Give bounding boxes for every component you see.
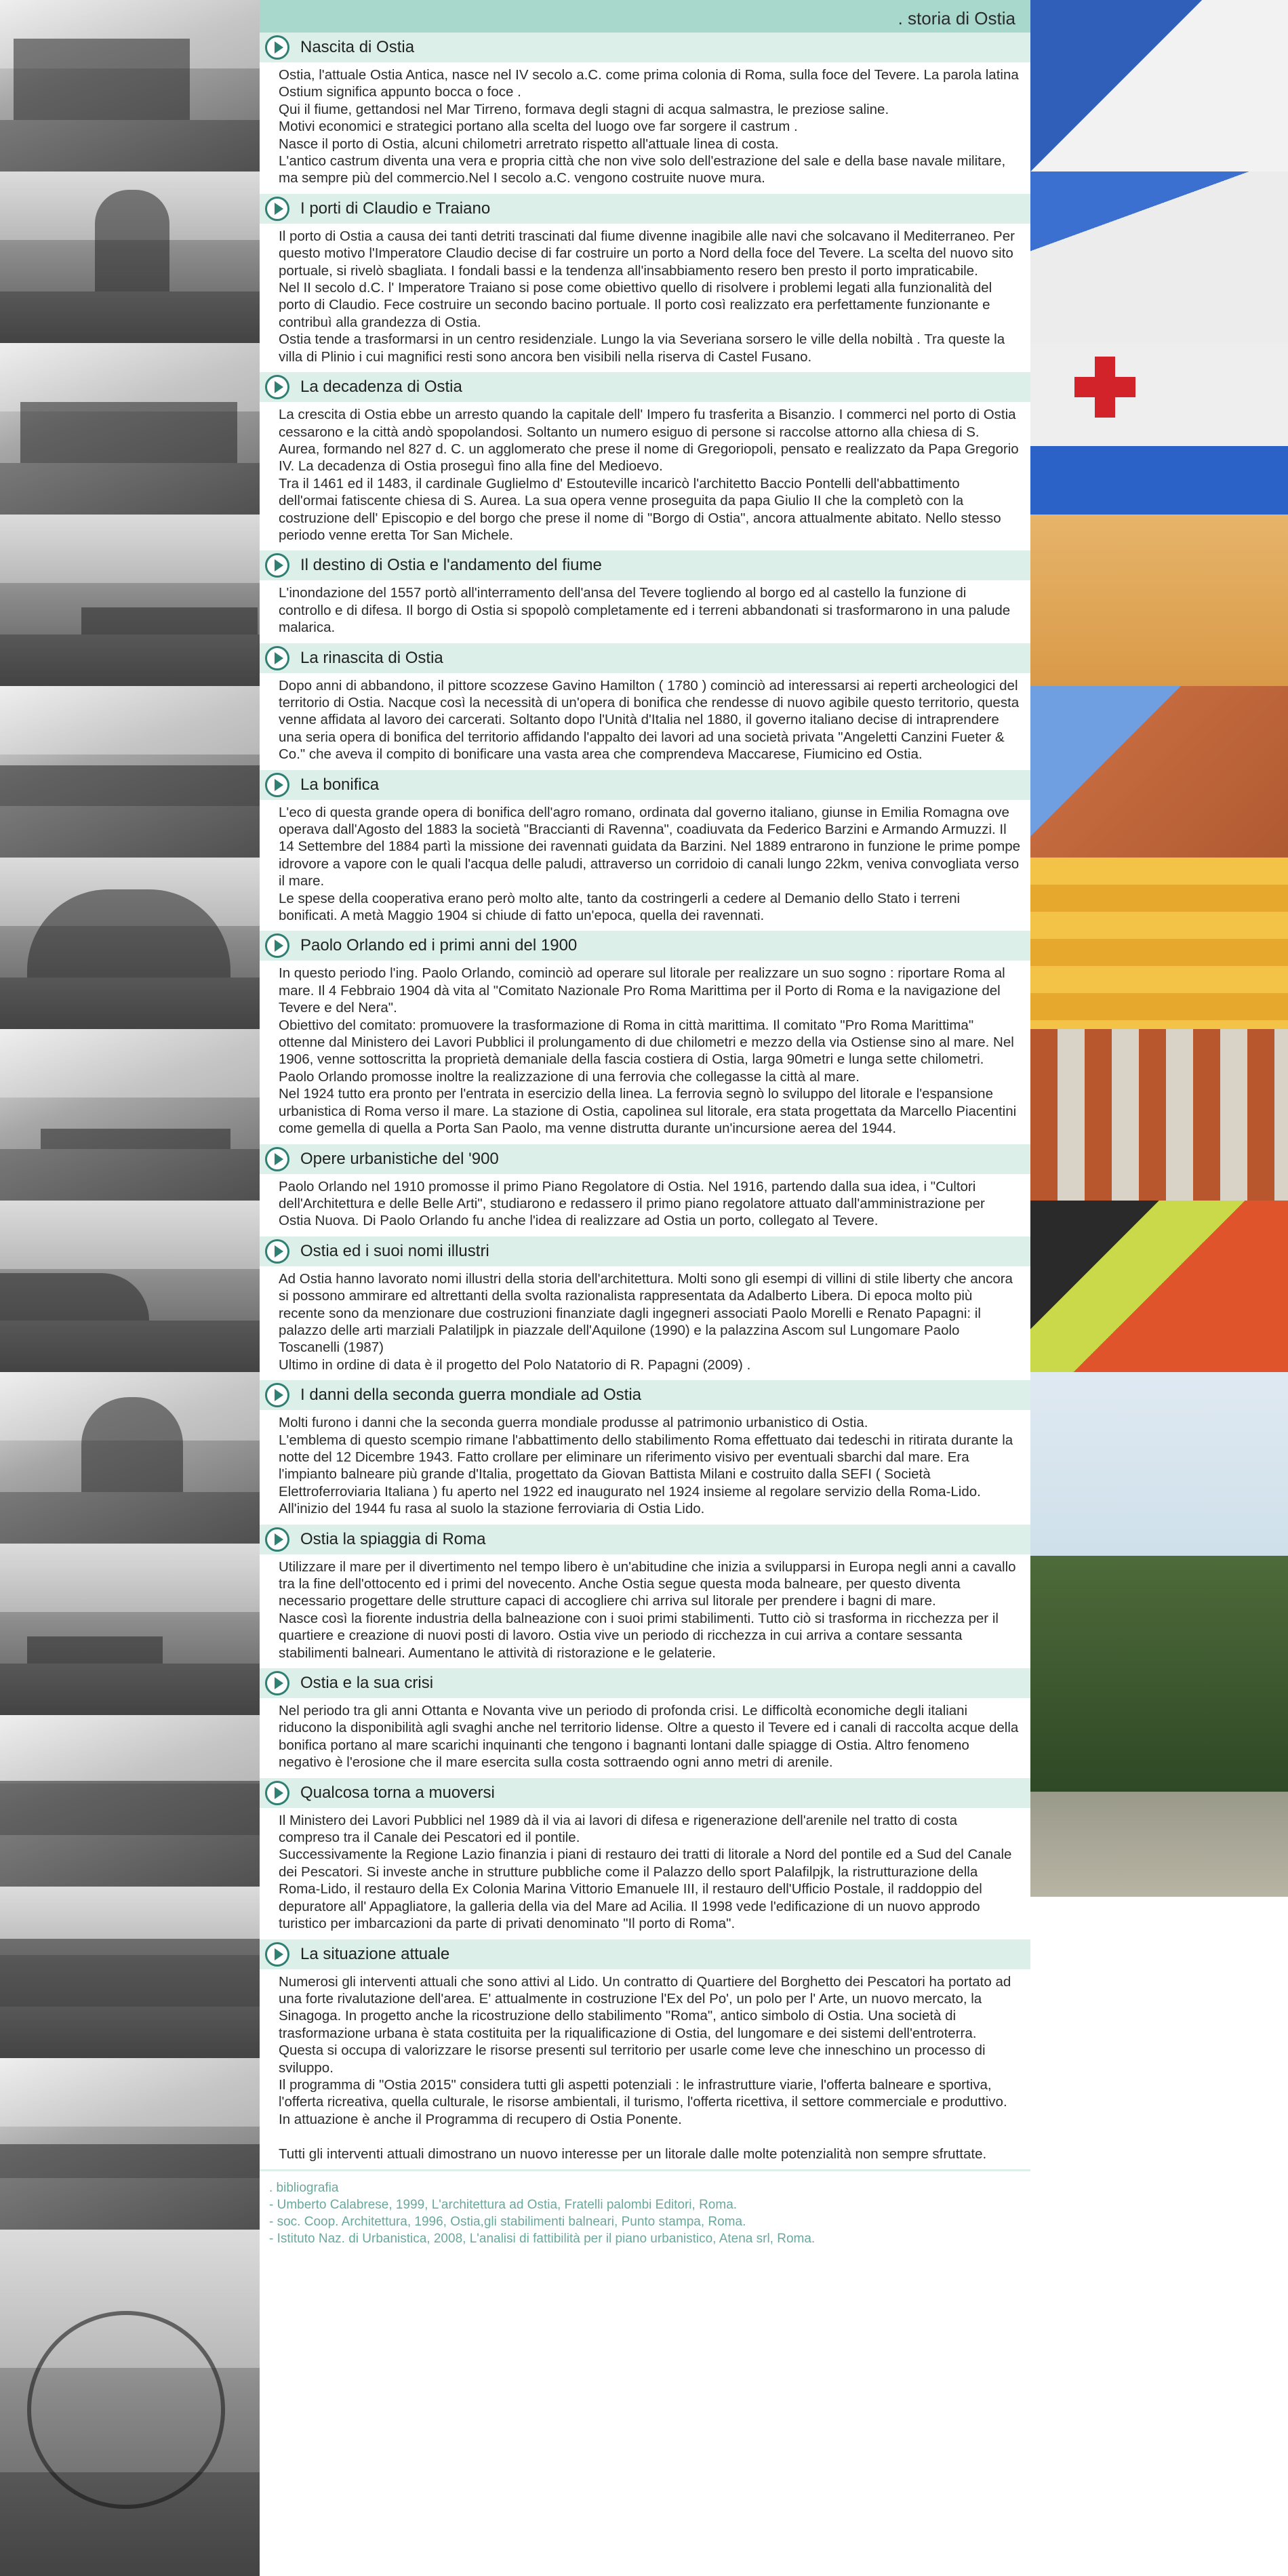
- arrow-circle-icon: [265, 1527, 289, 1552]
- historic-photo-coast: [0, 2058, 260, 2230]
- arrow-circle-icon: [265, 1239, 289, 1264]
- section-header: [260, 550, 1030, 580]
- history-section: [260, 372, 1030, 544]
- section-title: Opere urbanistiche del '900: [300, 1149, 499, 1168]
- section-header: [260, 1939, 1030, 1969]
- section-title: Il destino di Ostia e l'andamento del fiume: [300, 556, 602, 575]
- arrow-circle-icon: [265, 1671, 289, 1695]
- section-body: La crescita di Ostia ebbe un arresto quando la capitale dell' Impero fu trasferita a Bisanzio. I commerci nel porto di Ostia cessarono e la città andò spopolandosi. Soltanto un numero esiguo di persone si raccolse attorno alla chiesa di S. Aurea, formando nel 827 d. C. un agglomerato che prese il nome di Gregoriopoli, pensato e realizzato da Papa Gregorio IV. La decadenza di Ostia proseguì fino alla fine del Medioevo. Tra il 1461 ed il 1483, il cardinale Guglielmo d' Estouteville incaricò l'architetto Baccio Pontelli dell'abbattimento dell'ormai fatiscente chiesa di S. Aurea. La sua opera venne proseguita da papa Giulio II che la completò con la costruzione dell' Episcopio e del borgo che prese il nome di "Borgo di Ostia", ancora attualmente abitato. Nello stesso periodo venne eretta Tor San Michele.: [279, 407, 1019, 543]
- historic-photo-pine-road: [0, 858, 260, 1029]
- history-section: [260, 1778, 1030, 1933]
- modern-photo-curved-facade: [1030, 0, 1288, 172]
- historic-photo-boats: [0, 1544, 260, 1715]
- modern-photo-ochre-corner: [1030, 515, 1288, 686]
- section-header: [260, 33, 1030, 62]
- page-title: . storia di Ostia: [898, 8, 1015, 28]
- historic-photo-bathing-huts: [0, 686, 260, 858]
- section-header: [260, 1380, 1030, 1410]
- historic-photo-roundabout: [0, 1201, 260, 1372]
- modern-photo-red-cross: [1030, 343, 1288, 515]
- history-section: [260, 931, 1030, 1137]
- section-body: Nel periodo tra gli anni Ottanta e Novanta vive un periodo di profonda crisi. Le difficoltà economiche degli italiani riducono la disponibilità agli svaghi anche nel territorio lidense. Oltre a questo il Tevere ed i canali di raccolta acque della bonifica portano al mare scarichi inquinanti che tengono i bagnanti lontani dalle spiagge di Ostia. Altro fenomeno negativo è l'erosione che il mare esercita sulla costa sottraendo ogni anno metri di arenile.: [279, 1703, 1019, 1771]
- arrow-circle-icon: [265, 1147, 289, 1171]
- section-body: L'eco di questa grande opera di bonifica dell'agro romano, ordinata dal governo italiano, giunse in Emilia Romagna ove operava dall'Agosto del 1883 la società "Braccianti di Ravenna", coadiuvata da Federico Barzini e Armando Armuzzi. Il 14 Settembre del 1884 partì la missione dei ravennati guidata da Barzini. Nel 1889 entrarono in funzione le prime pompe idrovore a vapore con le quali l'acqua delle paludi, attraverso un corridoio di canali lungo 22km, veniva convogliata verso il mare. Le spese della cooperativa erano però molto alte, tanto da costringerli a cedere al Demanio dello Stato i terreni bonificati. A metà Maggio 1904 si chiude di fatto un'epoca, quella dei ravennati.: [279, 804, 1020, 924]
- section-header: [260, 931, 1030, 961]
- modern-photo-pine-road: [1030, 1372, 1288, 1897]
- page-header: [260, 0, 1030, 33]
- history-section: [260, 1144, 1030, 1230]
- section-title: Ostia ed i suoi nomi illustri: [300, 1241, 489, 1260]
- section-title: Paolo Orlando ed i primi anni del 1900: [300, 936, 578, 955]
- modern-photo-brick-tower: [1030, 686, 1288, 858]
- bibliography-entry: - soc. Coop. Architettura, 1996, Ostia,gli stabilimenti balneari, Punto stampa, Roma.: [269, 2214, 746, 2229]
- sections-list: [260, 33, 1030, 2162]
- historic-photo-ferris-wheel: [0, 2230, 260, 2576]
- modern-photo-yellow-canopy: [1030, 858, 1288, 1029]
- section-title: La bonifica: [300, 775, 380, 794]
- section-title: La situazione attuale: [300, 1944, 450, 1963]
- history-section: [260, 770, 1030, 925]
- section-header: [260, 770, 1030, 800]
- bibliography-entry: - Umberto Calabrese, 1999, L'architettura ad Ostia, Fratelli palombi Editori, Roma.: [269, 2197, 738, 2212]
- history-section: [260, 1668, 1030, 1771]
- arrow-circle-icon: [265, 375, 289, 399]
- modern-photo-red-yellow-walls: [1030, 1201, 1288, 1372]
- section-title: I porti di Claudio e Traiano: [300, 199, 491, 218]
- section-body: Dopo anni di abbandono, il pittore scozzese Gavino Hamilton ( 1780 ) cominciò ad interessarsi ai reperti archeologici del territorio di Ostia. Nacque così la necessità di un'opera di bonifica che rendesse di nuovo agibile questo territorio, questa venne affidata al lavoro dei carcerati. Soltanto dopo l'Unità d'Italia nel 1880, il governo italiano decise di intraprendere una seria opera di bonifica del territorio affidando l'appalto dei lavori ad una società privata "Angeletti Canzini Fueter & Co." che aveva il compito di bonificare una vasta area che comprendeva Maccarese, Fiumicino ed Ostia.: [279, 677, 1020, 763]
- history-section: [260, 1939, 1030, 2162]
- section-body: Paolo Orlando nel 1910 promosse il primo Piano Regolatore di Ostia. Nel 1916, partendo dalla sua idea, i "Cultori dell'Architettura e delle Belle Arti", studiarono e redassero il primo piano regolatore attuato dall'amministrazione per Ostia Nuova. Di Paolo Orlando fu anche l'idea di realizzare ad Ostia un porto, collegato al Tevere.: [279, 1178, 985, 1229]
- section-body: Il Ministero dei Lavori Pubblici nel 1989 dà il via ai lavori di difesa e rigenerazione dell'arenile nel tratto di costa compreso tra il Canale dei Pescatori ed il pontile. Successivamente la Regione Lazio finanzia i piani di restauro dei tratti di litorale a Nord del pontile ed a Sud del Canale dei Pescatori. Si investe anche in strutture pubbliche come il Palazzo dello sport Palafilpjk, la ristrutturazione della Roma-Lido, il restauro della Ex Colonia Marina Vittorio Emanuele III, il restauro dell'Ufficio Postale, il raddoppio del depuratore all' Appagliatore, la galleria della via del Mare ad Acilia. Il 1998 vede l'edificazione di un nuovo approdo turistico per imbarcazioni da parte di privati denominato "Il porto di Roma".: [279, 1812, 1012, 1932]
- section-title: Ostia la spiaggia di Roma: [300, 1529, 486, 1548]
- right-photo-strip: [1030, 0, 1288, 2576]
- section-body: Il porto di Ostia a causa dei tanti detriti trascinati dal fiume divenne inagibile alle navi che solcavano il Mediterraneo. Per questo motivo l'Imperatore Claudio decise di far costruire un porto a Nord della foce del Tevere. La scelta del nuovo sito portuale, si rivelò sbagliata. I fondali bassi e la tendenza all'insabbiamento resero ben presto il porto impraticabile. Nel II secolo d.C. l' Imperatore Traiano si pose come obiettivo quello di risolvere i problemi legati alla funzionalità del porto di Claudio. Fece costruire un secondo bacino portuale. Il porto così realizzato era perfettamente funzionante e contribuì alla grandezza di Ostia. Ostia tende a trasformarsi in un centro residenziale. Lungo la via Severiana sorsero le ville della nobiltà . Tra queste la villa di Plinio i cui magnifici resti sono ancora ben visibili nella riserva di Castel Fusano.: [279, 228, 1015, 365]
- modern-photo-brick-columns: [1030, 1029, 1288, 1201]
- historic-photo-pier: [0, 515, 260, 686]
- section-header: [260, 1668, 1030, 1698]
- section-title: La decadenza di Ostia: [300, 378, 462, 397]
- section-body: Utilizzare il mare per il divertimento nel tempo libero è un'abitudine che inizia a svilupparsi in Europa negli anni a cavallo tra la fine dell'ottocento ed i primi del novecento. Anche Ostia segue questa moda balneare, per questo diventa necessario progettare delle strutture capaci di accogliere chi arriva sul litorale per prendere i bagni di mare. Nasce così la fiorente industria della balneazione con i suoi primi stabilimenti. Tutto ciò si trasforma in ricchezza per il quartiere e creazione di nuovi posti di lavoro. Ostia vive un periodo di ricchezza in cui arriva a contare sessanta stabilimenti balneari. Aumentano le attività di ristorazione e le gelaterie.: [279, 1558, 1016, 1661]
- section-header: [260, 1144, 1030, 1174]
- historic-photo-church-avenue: [0, 172, 260, 343]
- section-header: [260, 1525, 1030, 1554]
- section-body: In questo periodo l'ing. Paolo Orlando, cominciò ad operare sul litorale per realizzare un suo sogno : riportare Roma al mare. Il 4 Febbraio 1904 dà vita al "Comitato Nazionale Pro Roma Marittima per il Porto di Roma e la navigazione del Tevere e del Nera". Obiettivo del comitato: promuovere la trasformazione di Roma in città marittima. Il comitato "Pro Roma Marittima" ottenne dal Ministero dei Lavori Pubblici il prolungamento di due chilometri e mezzo della via Ostiense sino al mare. Nel 1906, venne sottoscritta la proprietà demaniale della fascia costiera di Ostia, larga 90metri e lunga sette chilometri. Paolo Orlando promosse inoltre la realizzazione di una ferrovia che collegasse la città al mare. Nel 1924 tutto era pronto per l'entrata in esercizio della linea. La ferrovia segnò lo sviluppo del litorale e l'espansione urbanistica di Roma verso il mare. La stazione di Ostia, capolinea sul litorale, era stata progettata da Marcello Piacentini come gemella di quella a Porta San Paolo, ma venne distrutta durante un'incursione aerea del 1944.: [279, 965, 1017, 1137]
- arrow-circle-icon: [265, 773, 289, 797]
- arrow-circle-icon: [265, 1781, 289, 1805]
- arrow-circle-icon: [265, 1383, 289, 1407]
- history-section: [260, 1380, 1030, 1517]
- arrow-circle-icon: [265, 646, 289, 670]
- left-photo-strip: [0, 0, 260, 2576]
- section-title: Qualcosa torna a muoversi: [300, 1783, 495, 1802]
- section-title: La rinascita di Ostia: [300, 648, 443, 667]
- arrow-circle-icon: [265, 197, 289, 221]
- history-section: [260, 550, 1030, 636]
- history-section: [260, 33, 1030, 187]
- historic-photo-seafront: [0, 1029, 260, 1201]
- section-header: [260, 372, 1030, 402]
- bibliography-heading: . bibliografia: [269, 2180, 339, 2195]
- arrow-circle-icon: [265, 553, 289, 578]
- arrow-circle-icon: [265, 1942, 289, 1967]
- arrow-circle-icon: [265, 933, 289, 958]
- historic-photo-dome-building: [0, 1372, 260, 1544]
- section-header: [260, 1236, 1030, 1266]
- section-body: Molti furono i danni che la seconda guerra mondiale produsse al patrimonio urbanistico di Ostia. L'emblema di questo scempio rimane l'abbattimento dello stabilimento Roma effettuato dai tedeschi in ritirata durante la notte del 12 Dicembre 1943. Fatto crollare per eliminare un riferimento visivo per eventuali sbarchi dal mare. Era l'impianto balneare più grande d'Italia, progettato da Giovan Battista Milani e costruito dalla SEFI ( Società Elettroferroviaria Italiana ) fu aperto nel 1922 ed inaugurato nel 1924 insieme al regolare servizio della Roma-Lido. All'inizio del 1944 fu rasa al suolo la stazione ferroviaria di Ostia Lido.: [279, 1415, 1013, 1517]
- section-body: Ostia, l'attuale Ostia Antica, nasce nel IV secolo a.C. come prima colonia di Roma, sulla foce del Tevere. La parola latina Ostium significa appunto bocca o foce . Qui il fiume, gettandosi nel Mar Tirreno, formava degli stagni di acqua salmastra, le preziose saline. Motivi economici e strategici portano alla scelta del luogo ove far sorgere il castrum . Nasce il porto di Ostia, alcuni chilometri arretrato rispetto all'attuale linea di costa. L'antico castrum diventa una vera e propria città che non vive solo dell'estrazione del sale e della base navale militare, ma sempre più del commercio.Nel I secolo a.C. vengono costruite nuove mura.: [279, 67, 1019, 186]
- history-section: [260, 643, 1030, 763]
- bibliography: [260, 2169, 1030, 2247]
- historic-photo-villa: [0, 0, 260, 172]
- history-section: [260, 194, 1030, 365]
- section-header: [260, 1778, 1030, 1808]
- historic-photo-aerial-town: [0, 1887, 260, 2058]
- history-text-column: [260, 0, 1030, 2576]
- section-title: I danni della seconda guerra mondiale ad Ostia: [300, 1386, 641, 1405]
- bibliography-entry: - Istituto Naz. di Urbanistica, 2008, L'analisi di fattibilità per il piano urbanistico, Atena srl, Roma.: [269, 2231, 816, 2246]
- section-body: Numerosi gli interventi attuali che sono attivi al Lido. Un contratto di Quartiere del Borghetto dei Pescatori ha portato ad una forte rivalutazione dell'area. E' attualmente in costruzione l'Ex del Po', un polo per l' Arte, un nuovo mercato, la Sinagoga. In progetto anche la ricostruzione dello stabilimento "Roma", antico simbolo di Ostia. Una società di trasformazione urbana è stata costituita per la riqualificazione di Ostia, del lungomare e dei sistemi dell'entroterra. Questa si occupa di valorizzare le risorse presenti sul territorio per usarle come leve che inneschino un processo di sviluppo. Il programma di "Ostia 2015" considera tutti gli aspetti potenziali : le infrastrutture viarie, l'offerta balneare e sportiva, l'offerta ricreativa, quella culturale, le risorse ambientali, il turismo, l'offerta ricettiva, il settore commerciale e produttivo. In attuazione è anche il Programma di recupero di Ostia Ponente. Tutti gli interventi attuali dimostrano un nuovo interesse per un litorale dalle molte potenzialità non sempre sfruttate.: [279, 1973, 1011, 2162]
- section-body: Ad Ostia hanno lavorato nomi illustri della storia dell'architettura. Molti sono gli esempi di villini di stile liberty che ancora si possono ammirare ed altrettanti della svolta razionalista rappresentata da Adalberto Libera. Di epoca molto più recente sono da menzionare due costruzioni finanziate dagli ingegneri associati Paolo Morelli e Renato Papagni: il palazzo delle arti marziali Palatiljpk in piazzale dell'Aquilone (1990) e la palazzina Ascom sul Lungomare Paolo Toscanelli (1987) Ultimo in ordine di data è il progetto del Polo Natatorio di R. Papagni (2009) .: [279, 1270, 1013, 1373]
- arrow-circle-icon: [265, 35, 289, 60]
- section-title: Nascita di Ostia: [300, 38, 415, 56]
- history-section: [260, 1236, 1030, 1373]
- section-title: Ostia e la sua crisi: [300, 1674, 434, 1693]
- section-header: [260, 643, 1030, 673]
- historic-photo-aerial-beach: [0, 1715, 260, 1887]
- history-section: [260, 1525, 1030, 1662]
- section-header: [260, 194, 1030, 224]
- historic-photo-station: [0, 343, 260, 515]
- section-body: L'inondazione del 1557 portò all'interramento dell'ansa del Tevere togliendo al borgo ed al castello la funzione di controllo e di difesa. Il borgo di Ostia si spopolò completamente ed i terreni abbandonati si trasformarono in una palude malarica.: [279, 585, 1011, 636]
- modern-photo-rounded-balcony: [1030, 172, 1288, 343]
